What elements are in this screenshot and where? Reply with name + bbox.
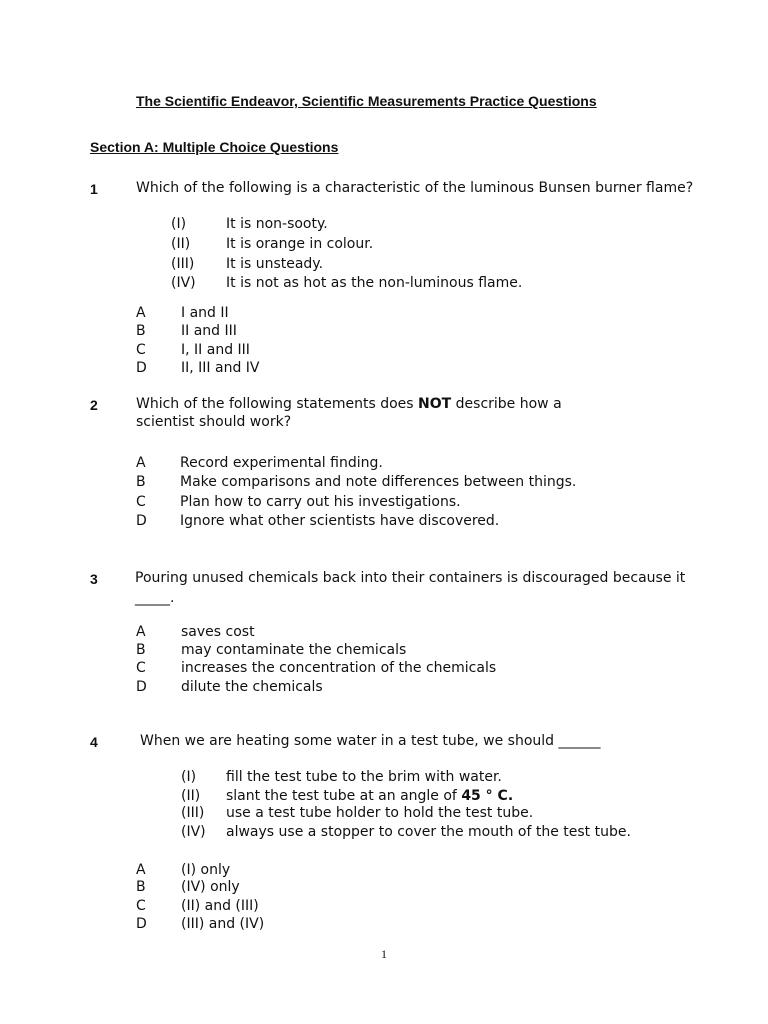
option-key: D — [136, 916, 147, 932]
option-text: (III) and (IV) — [181, 916, 265, 932]
option-key: D — [136, 513, 147, 529]
question-text-line2: _____. — [135, 590, 175, 606]
statement-text: fill the test tube to the brim with water. — [226, 769, 502, 785]
option-text: dilute the chemicals — [181, 679, 323, 695]
statement-key: (II) — [171, 236, 191, 252]
question-number: 2 — [90, 397, 98, 413]
statement-key: (IV) — [181, 824, 206, 840]
statement-key: (IV) — [171, 275, 196, 291]
statement-key: (III) — [171, 256, 195, 272]
option-text: Ignore what other scientists have discovered. — [180, 513, 500, 529]
option-key: A — [136, 862, 146, 878]
option-key: C — [136, 342, 146, 358]
statement-key: (III) — [181, 805, 205, 821]
statement-key: (I) — [181, 769, 197, 785]
option-text: II, III and IV — [181, 360, 260, 376]
statement-text: It is unsteady. — [226, 256, 324, 272]
option-text: I, II and III — [181, 342, 250, 358]
option-key: A — [136, 624, 146, 640]
statement-key: (II) — [181, 788, 201, 804]
option-text: II and III — [181, 323, 237, 339]
option-text: Plan how to carry out his investigations. — [180, 494, 461, 510]
statement-text: always use a stopper to cover the mouth of the test tube. — [226, 824, 631, 840]
question-text: Which of the following is a characteristic of the luminous Bunsen burner flame? — [136, 180, 694, 196]
question-text-part: describe how a — [451, 396, 562, 412]
option-text: increases the concentration of the chemicals — [181, 660, 497, 676]
statement-emphasis: 45 ° C. — [461, 788, 514, 804]
option-text: Make comparisons and note differences between things. — [180, 474, 577, 490]
question-emphasis: NOT — [418, 396, 452, 412]
statement-text-part: slant the test tube at an angle of — [226, 788, 462, 804]
question-text: Pouring unused chemicals back into their containers is discouraged because it — [135, 570, 686, 586]
option-text: (I) only — [181, 862, 231, 878]
option-key: C — [136, 898, 146, 914]
option-key: D — [136, 679, 147, 695]
option-key: A — [136, 305, 146, 321]
statement-text: use a test tube holder to hold the test tube. — [226, 805, 534, 821]
question-number: 4 — [90, 734, 98, 750]
option-key: D — [136, 360, 147, 376]
option-text: may contaminate the chemicals — [181, 642, 407, 658]
option-text: saves cost — [181, 624, 255, 640]
statement-text: It is non-sooty. — [226, 216, 328, 232]
page-number: 1 — [381, 947, 387, 961]
question-number: 3 — [90, 571, 98, 587]
question-text-line2: scientist should work? — [136, 414, 292, 430]
option-key: A — [136, 455, 146, 471]
question-text: When we are heating some water in a test tube, we should ______ — [140, 733, 601, 749]
option-text: (IV) only — [181, 879, 240, 895]
statement-text: It is not as hot as the non-luminous flame. — [226, 275, 523, 291]
option-key: B — [136, 323, 146, 339]
question-number: 1 — [90, 181, 98, 197]
option-text: (II) and (III) — [181, 898, 259, 914]
statement-text — [226, 788, 513, 804]
option-text: Record experimental finding. — [180, 455, 383, 471]
section-heading: Section A: Multiple Choice Questions — [90, 139, 339, 155]
option-key: B — [136, 474, 146, 490]
option-key: B — [136, 879, 146, 895]
question-text-part: Which of the following statements does — [136, 396, 419, 412]
option-key: C — [136, 494, 146, 510]
statement-key: (I) — [171, 216, 187, 232]
option-key: C — [136, 660, 146, 676]
option-text: I and II — [181, 305, 229, 321]
statement-text: It is orange in colour. — [226, 236, 374, 252]
document-title: The Scientific Endeavor, Scientific Measurements Practice Questions — [136, 93, 597, 109]
question-text — [136, 396, 562, 412]
option-key: B — [136, 642, 146, 658]
